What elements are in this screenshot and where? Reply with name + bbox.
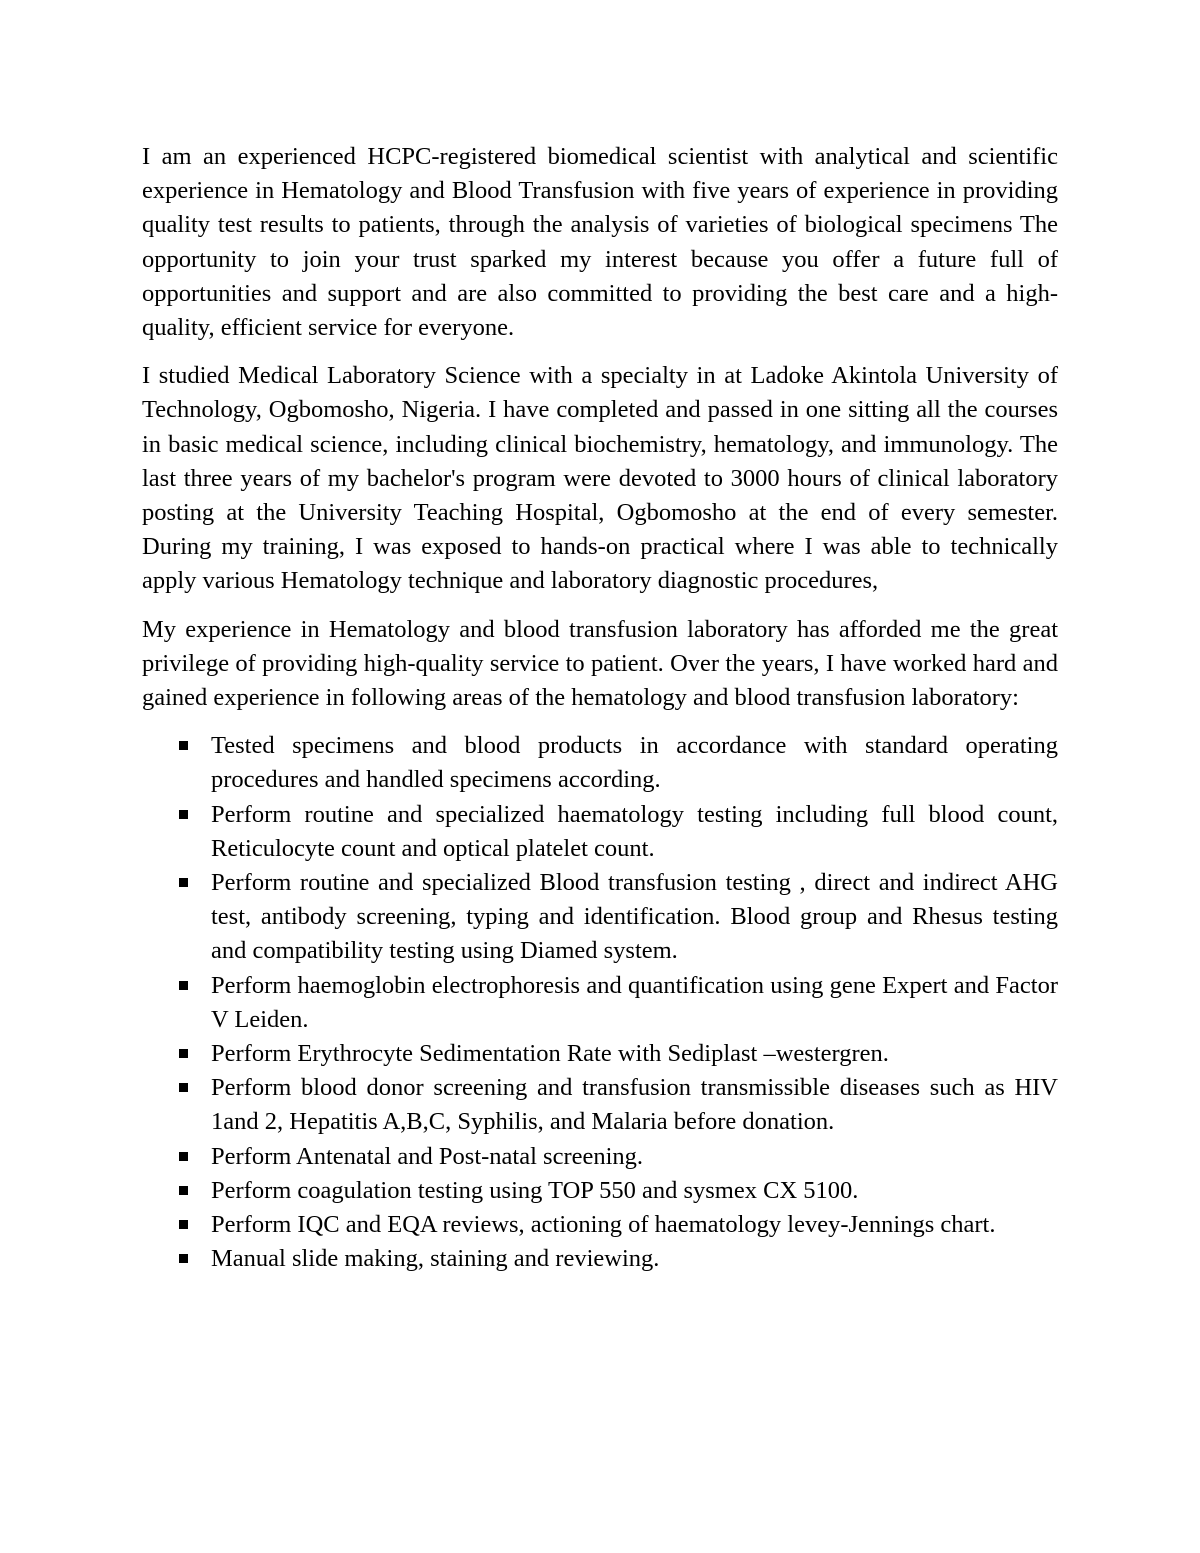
square-bullet-icon <box>179 1049 188 1058</box>
list-item-text: Perform Erythrocyte Sedimentation Rate with Sediplast –westergren. <box>211 1040 889 1068</box>
square-bullet-icon <box>179 810 188 819</box>
list-item <box>142 1174 1058 1208</box>
paragraph-intro: I am an experienced HCPC-registered biomedical scientist with analytical and scientific experience in Hematology and Blood Transfusion with five years of experience in providing quality test results to patients, through the analysis of varieties of biological specimens The opportunity to join your trust sparked my interest because you offer a future full of opportunities and support and are also committed to providing the best care and a high-quality, efficient service for everyone. <box>142 143 1058 342</box>
square-bullet-icon <box>179 981 188 990</box>
list-item <box>142 729 1058 797</box>
square-bullet-icon <box>179 1152 188 1161</box>
list-item <box>142 1208 1058 1242</box>
square-bullet-icon <box>179 741 188 750</box>
square-bullet-icon <box>179 1220 188 1229</box>
list-item-text: Perform IQC and EQA reviews, actioning of haematology levey-Jennings chart. <box>211 1211 996 1239</box>
list-item <box>142 866 1058 969</box>
list-item-text: Perform haemoglobin electrophoresis and quantification using gene Expert and Factor V Leiden. <box>211 971 1058 1033</box>
list-item <box>142 1242 1058 1276</box>
list-item <box>142 969 1058 1037</box>
square-bullet-icon <box>179 1083 188 1092</box>
list-item <box>142 1140 1058 1174</box>
list-item-text: Perform blood donor screening and transfusion transmissible diseases such as HIV 1and 2, Hepatitis A,B,C, Syphilis, and Malaria before donation. <box>211 1074 1058 1136</box>
square-bullet-icon <box>179 1186 188 1195</box>
document-page <box>142 140 1058 1277</box>
square-bullet-icon <box>179 1254 188 1263</box>
experience-bullet-list <box>142 729 1058 1276</box>
paragraph-education: I studied Medical Laboratory Science with a specialty in at Ladoke Akintola University of Technology, Ogbomosho, Nigeria. I have completed and passed in one sitting all the courses in basic medical science, including clinical biochemistry, hematology, and immunology. The last three years of my bachelor's program were devoted to 3000 hours of clinical laboratory posting at the University Teaching Hospital, Ogbomosho at the end of every semester. During my training, I was exposed to hands-on practical where I was able to technically apply various Hematology technique and laboratory diagnostic procedures, <box>142 362 1058 595</box>
paragraph-experience: My experience in Hematology and blood transfusion laboratory has afforded me the great privilege of providing high-quality service to patient. Over the years, I have worked hard and gained experience in following areas of the hematology and blood transfusion laboratory: <box>142 615 1058 712</box>
list-item <box>142 1037 1058 1071</box>
list-item <box>142 798 1058 866</box>
list-item-text: Manual slide making, staining and reviewing. <box>211 1245 660 1273</box>
list-item-text: Perform Antenatal and Post-natal screening. <box>211 1142 644 1170</box>
list-item-text: Perform coagulation testing using TOP 550 and sysmex CX 5100. <box>211 1176 859 1204</box>
list-item <box>142 1071 1058 1139</box>
list-item-text: Perform routine and specialized Blood transfusion testing , direct and indirect AHG test, antibody screening, typing and identification. Blood group and Rhesus testing and compatibility testing using Diamed system. <box>211 869 1058 965</box>
square-bullet-icon <box>179 878 188 887</box>
list-item-text: Tested specimens and blood products in accordance with standard operating procedures and handled specimens according. <box>211 732 1058 794</box>
list-item-text: Perform routine and specialized haematology testing including full blood count, Reticulocyte count and optical platelet count. <box>211 800 1058 862</box>
